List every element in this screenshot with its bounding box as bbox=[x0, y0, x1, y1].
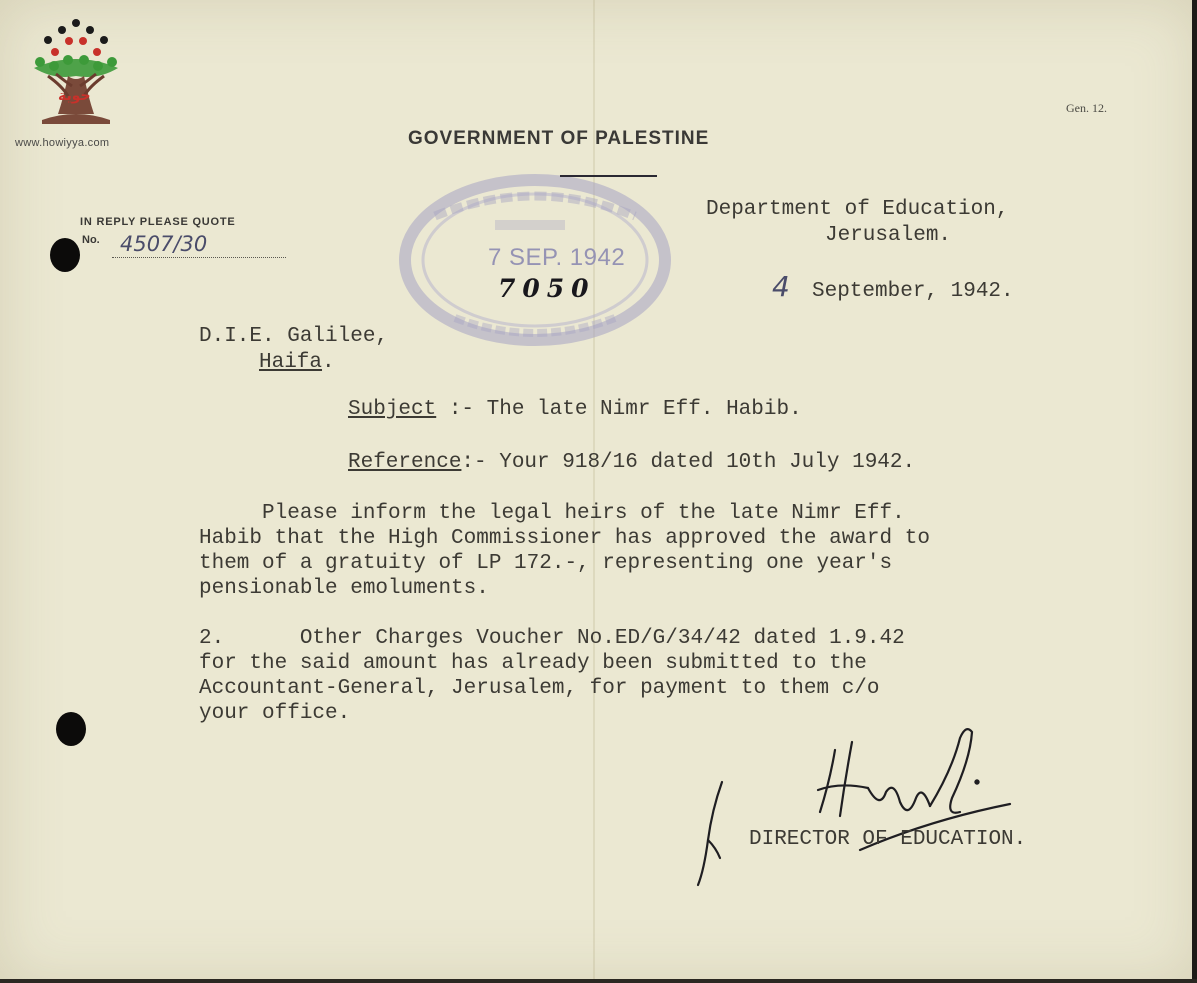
reply-quote-label: IN REPLY PLEASE QUOTE bbox=[80, 216, 236, 228]
department-address bbox=[706, 197, 1008, 249]
department-line: Department of Education, bbox=[706, 198, 1009, 221]
addressee-city bbox=[199, 350, 388, 376]
punch-hole-top bbox=[50, 238, 80, 272]
reference-line bbox=[348, 451, 915, 474]
signature-title: DIRECTOR OF EDUCATION. bbox=[749, 828, 1027, 851]
stamp-number: 7050 bbox=[498, 274, 596, 303]
watermark-url[interactable]: www.howiyya.com bbox=[15, 137, 110, 149]
page-edge-bottom bbox=[0, 979, 1197, 983]
department-city: Jerusalem. bbox=[825, 224, 952, 247]
punch-hole-bottom bbox=[56, 712, 86, 746]
reference-text: :- Your 918/16 dated 10th July 1942. bbox=[461, 451, 916, 474]
subject-text: :- The late Nimr Eff. Habib. bbox=[436, 398, 802, 421]
addressee bbox=[199, 324, 388, 376]
letter-date bbox=[772, 270, 1014, 303]
handwritten-signature bbox=[690, 720, 1020, 890]
date-day: 4 bbox=[772, 270, 790, 303]
svg-text:حوية: حوية bbox=[58, 88, 91, 104]
reply-no-line bbox=[112, 257, 286, 258]
howiyya-logo bbox=[28, 16, 124, 136]
stamp-date: 7 SEP. 1942 bbox=[488, 244, 626, 271]
body-paragraph-1: Please inform the legal heirs of the late Nimr Eff. Habib that the High Commissioner has approved the award to them of a gratuity of LP 172.-, representing one year's pensionable emoluments. bbox=[199, 502, 930, 600]
addressee-name: D.I.E. Galilee, bbox=[199, 325, 389, 348]
reply-number: 4507/30 bbox=[120, 232, 208, 256]
reply-no-label: No. bbox=[82, 234, 100, 246]
date-rest: September, 1942. bbox=[812, 280, 1014, 303]
letterhead-title: GOVERNMENT OF PALESTINE bbox=[408, 128, 710, 149]
addressee-city-text: Haifa bbox=[259, 351, 323, 374]
form-code: Gen. 12. bbox=[1066, 101, 1107, 115]
subject-line bbox=[348, 398, 802, 421]
body-paragraph-2: 2. Other Charges Voucher No.ED/G/34/42 dated 1.9.42 for the said amount has already been submitted to the Accountant-General, Jerusalem, for payment to them c/o your office. bbox=[199, 627, 905, 725]
page-edge-right bbox=[1192, 0, 1197, 983]
subject-label: Subject bbox=[348, 398, 437, 421]
addressee-city-suffix: . bbox=[322, 351, 335, 374]
reference-label: Reference bbox=[348, 451, 462, 474]
